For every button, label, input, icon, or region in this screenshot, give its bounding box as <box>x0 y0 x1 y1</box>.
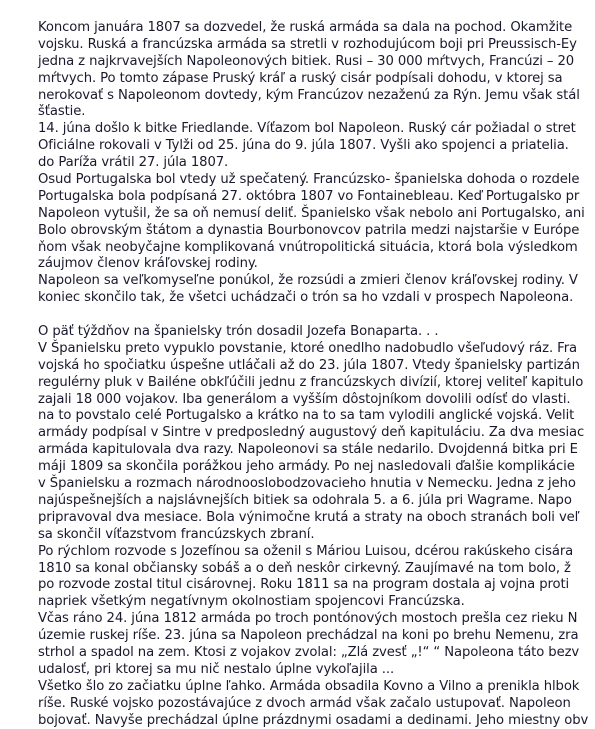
text-line: Napoleon sa veľkomyseľne ponúkol, že rozsúdi a zmieri členov kráľovskej rodiny. V <box>38 273 578 289</box>
text-line: Osud Portugalska bol vtedy už spečatený. Francúzsko- španielska dohoda o rozdele <box>38 172 580 188</box>
text-line: územie ruskej ríše. 23. júna sa Napoleon prechádzal na koni po brehu Nemenu, zra <box>38 628 579 644</box>
text-line: armády podpísal v Sintre v predposledný augustový deň kapituláciu. Za dva mesiac <box>38 425 585 441</box>
text-line: mŕtvych. Po tomto zápase Pruský kráľ a ruský cisár podpísali dohodu, v ktorej sa <box>38 70 563 86</box>
text-line: 1810 sa konal občiansky sobáš a o deň neskôr cirkevný. Zaujímavé na tom bolo, ž <box>38 560 571 576</box>
text-line: po rozvode zostal titul cisárovnej. Roku 1811 sa na program dostala aj vojna proti <box>38 577 570 593</box>
text-line: koniec skončilo tak, že všetci uchádzači o trón sa ho vzdali v prospech Napoleona. <box>38 290 574 306</box>
document-body <box>38 20 595 729</box>
text-line: šťastie. <box>38 104 86 120</box>
text-line: pripravoval dva mesiace. Bola výnimočne krutá a straty na oboch stranách boli veľ <box>38 509 580 525</box>
text-line: regulérny pluk v Bailéne obkľúčili jednu z francúzskych divízií, ktorej veliteľ kapitulo <box>38 374 584 390</box>
text-line: v Španielsku a rozmach národnooslobodzovacieho hnutia v Nemecku. Jedna z jeho <box>38 476 576 492</box>
text-line: najúspešnejších a najslávnejších bitiek sa odohrala 5. a 6. júla pri Wagrame. Napo <box>38 492 572 508</box>
text-line: sa skončil víťazstvom francúzskych zbraní. <box>38 526 315 542</box>
text-line: zajali 18 000 vojakov. Iba generálom a vyšším dôstojníkom dovolili odísť do vlasti. <box>38 391 571 407</box>
text-line: do Paríža vrátil 27. júla 1807. <box>38 155 229 171</box>
text-line: nerokovať s Napoleonom dovtedy, kým Francúzov nezaženú za Rýn. Jemu však stál <box>38 87 580 103</box>
text-line: ríše. Ruské vojsko pozostávajúce z dvoch armád však začalo ustupovať. Napoleon <box>38 695 571 711</box>
text-line: udalosť, pri ktorej sa mu nič nestalo úplne vykoľajila ... <box>38 661 395 677</box>
text-line: strhol a spadol na zem. Ktosi z vojakov zvolal: „Zlá zvesť „!“ “ Napoleona táto bezv <box>38 644 580 660</box>
text-line: 14. júna došlo k bitke Friedlande. Víťazom bol Napoleon. Ruský cár požiadal o stret <box>38 121 576 137</box>
text-line: ňom však neobyčajne komplikovaná vnútropolitická situácia, ktorá bola výsledkom <box>38 239 578 255</box>
paragraph-gap <box>38 307 595 324</box>
text-line: Napoleon vytušil, že sa oň nemusí deliť. Španielsko však nebolo ani Portugalsko, ani <box>38 205 585 221</box>
text-line: O päť týždňov na španielsky trón dosadil Jozefa Bonaparta. . . <box>38 324 439 340</box>
text-line: Portugalska bola podpísaná 27. októbra 1807 vo Fontainebleau. Keď Portugalsko pr <box>38 188 580 204</box>
text-line: vojsku. Ruská a francúzska armáda sa stretli v rozhodujúcom boji pri Preussisch-Ey <box>38 36 577 52</box>
text-line: napriek všetkým negatívnym okolnostiam spojencovi Francúzska. <box>38 594 465 610</box>
text-line: máji 1809 sa skončila porážkou jeho armády. Po nej nasledovali ďalšie komplikácie <box>38 459 575 475</box>
text-line: Bolo obrovským štátom a dynastia Bourbonovcov patrila medzi najstaršie v Európe <box>38 222 580 238</box>
text-line: jedna z najkrvavejších Napoleonových bitiek. Rusi – 30 000 mŕtvych, Francúzi – 20 <box>38 53 575 69</box>
text-line: armáda kapitulovala dva razy. Napoleonovi sa stále nedarilo. Dvojdenná bitka pri E <box>38 442 578 458</box>
text-line: V Španielsku preto vypuklo povstanie, ktoré onedlho nadobudlo všeľudový ráz. Fra <box>38 340 577 356</box>
text-line: bojovať. Navyše prechádzal úplne prázdnymi osadami a dedinami. Jeho miestny obv <box>38 712 589 728</box>
text-line: vojská ho spočiatku úspešne utláčali až do 23. júla 1807. Vtedy španielsky partizán <box>38 357 580 373</box>
text-line: Koncom januára 1807 sa dozvedel, že ruská armáda sa dala na pochod. Okamžite <box>38 20 573 35</box>
text-line: Včas ráno 24. júna 1812 armáda po troch pontónových mostoch prešla cez rieku N <box>38 611 578 627</box>
text-line: na to povstalo celé Portugalsko a krátko na to sa tam vylodili anglické vojská. Velit <box>38 408 575 424</box>
text-line: Oficiálne rokovali v Tylži od 25. júna do 9. júla 1807. Vyšli ako spojenci a priatelia. <box>38 138 569 154</box>
text-line: Všetko šlo zo začiatku úplne ľahko. Armáda obsadila Kovno a Vilno a prenikla hlbok <box>38 678 580 694</box>
text-line: záujmov členov kráľovskej rodiny. <box>38 256 258 272</box>
text-line: Po rýchlom rozvode s Jozefínou sa oženil s Máriou Luisou, dcérou rakúskeho cisára <box>38 543 574 559</box>
